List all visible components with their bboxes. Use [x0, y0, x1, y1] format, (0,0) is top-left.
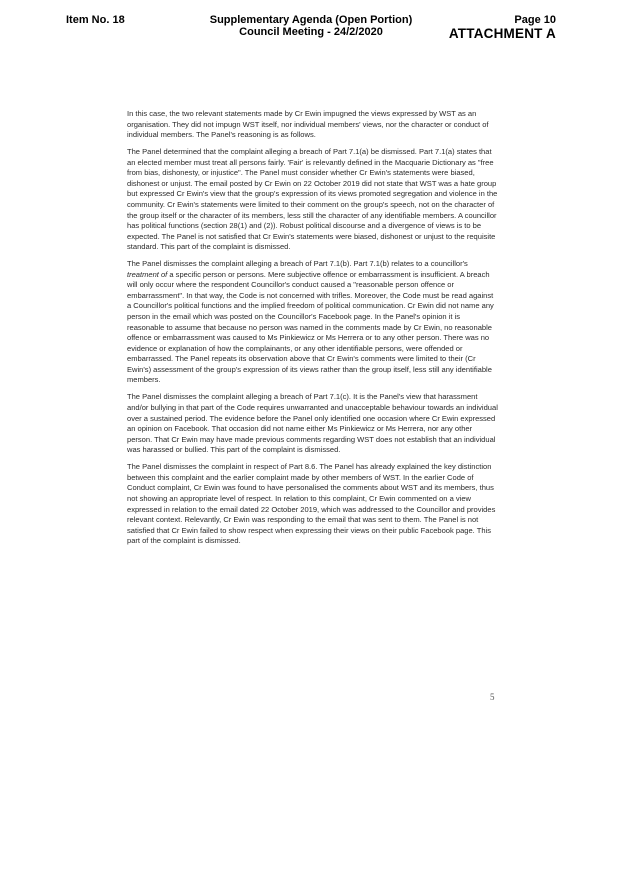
paragraph-intro: In this case, the two relevant statements made by Cr Ewin impugned the views expressed by WST as an organisation. They did not impugn WST itself, nor individual members' views, nor the character or conduct of individual members. The Panel's reasoning is as follows.	[127, 109, 489, 140]
paragraph-part-7-1c: The Panel dismisses the complaint alleging a breach of Part 7.1(c). It is the Panel's view that harassment and/or bullying in that part of the Code requires unwarranted and unacceptable behaviour towards an individual over a sustained period. The evidence before the Panel only identified one occasion where Cr Ewin expressed an opinion on Facebook. That occasion did not name either Ms Pinkiewicz or Ms Herrera, nor any other person. That Cr Ewin may have made previous comments regarding WST does not establish that an individual was harassed or bullied. This part of the complaint is dismissed.	[127, 392, 498, 455]
paragraph-part-7-1b-start: The Panel dismisses the complaint alleging a breach of Part 7.1(b). Part 7.1(b) relates to a councillor's	[127, 259, 468, 269]
paragraph-part-8-6: The Panel dismisses the complaint in respect of Part 8.6. The Panel has already explained the key distinction between this complaint and the earlier complaint made by other members of WST. In the earlier Code of Conduct complaint, Cr Ewin was found to have personalised the comments about WST and its members, thus not showing an appropriate level of respect. In relation to this complaint, Cr Ewin commented on a view expressed in relation to the email dated 22 October 2019, which was addressed to the Councillor and provides relevant context. Relevantly, Cr Ewin was responding to the email that was sent to them. The Panel is not satisfied that Cr Ewin failed to show respect when expressing their views on their public Facebook page. This part of the complaint is dismissed.	[127, 462, 496, 546]
item-number: Item No. 18	[66, 14, 125, 26]
document-body	[127, 109, 499, 553]
paragraph-part-7-1b-rest: a specific person or persons. Mere subjective offence or embarrassment is insufficient. A breach will only occur where the respondent Councillor's conduct caused a "reasonable person offence or embarrassment". In that way, the Code is not concerned with trifles. Moreover, the Code must be read against a Councillor's political functions and the implied freedom of political communication. Cr Ewin did not name any person in the email which was posted on the Councillor's Facebook page. In the Panel's opinion it is reasonable to assume that because no person was named in the comments made by Cr Ewin, no reasonable offence or embarrassment was caused to Ms Pinkiewicz or Ms Herrera or to any other person. There was no evidence or explanation of how the complainants, or any other identifiable persons, were offended or embarrassed. The Panel repeats its observation above that Cr Ewin's comments were limited to their (Cr Ewin's) assessment of the group's expression of its views rather than the group itself, less still any identifiable members.	[127, 269, 494, 385]
page-number: 5	[490, 692, 495, 702]
meeting-date: Council Meeting - 24/2/2020	[239, 26, 383, 38]
attachment-label: ATTACHMENT A	[448, 26, 556, 41]
treatment-of-emphasis: treatment of	[127, 269, 168, 279]
paragraph-part-7-1b	[127, 259, 499, 386]
agenda-title: Supplementary Agenda (Open Portion)	[209, 14, 413, 26]
page-header-right	[449, 14, 556, 41]
paragraph-part-7-1a: The Panel determined that the complaint alleging a breach of Part 7.1(a) be dismissed. Part 7.1(a) states that an elected member must treat all persons fairly. 'Fair' is relevantly defined in the Macquarie Dictionary as "free from bias, dishonesty, or injustice". The Panel must consider whether Cr Ewin's statements were biased, dishonest or unjust. The email posted by Cr Ewin on 22 October 2019 did not state that WST was a hate group but expressed Cr Ewin's view that the group's expression of its views promoted segregation and violence in the community. Cr Ewin's statements were limited to their comment on the group's speech, not on the character of the group itself or the character of its members, less still the character of any identifiable members. A councillor has political functions (section 28(1) and (2)). Robust political discourse and a divergence of views is to be expected. The Panel is not satisfied that Cr Ewin's statements were biased, dishonest or unjust to the requisite standard. This part of the complaint is dismissed.	[127, 147, 498, 252]
page-label: Page 10	[514, 14, 556, 26]
